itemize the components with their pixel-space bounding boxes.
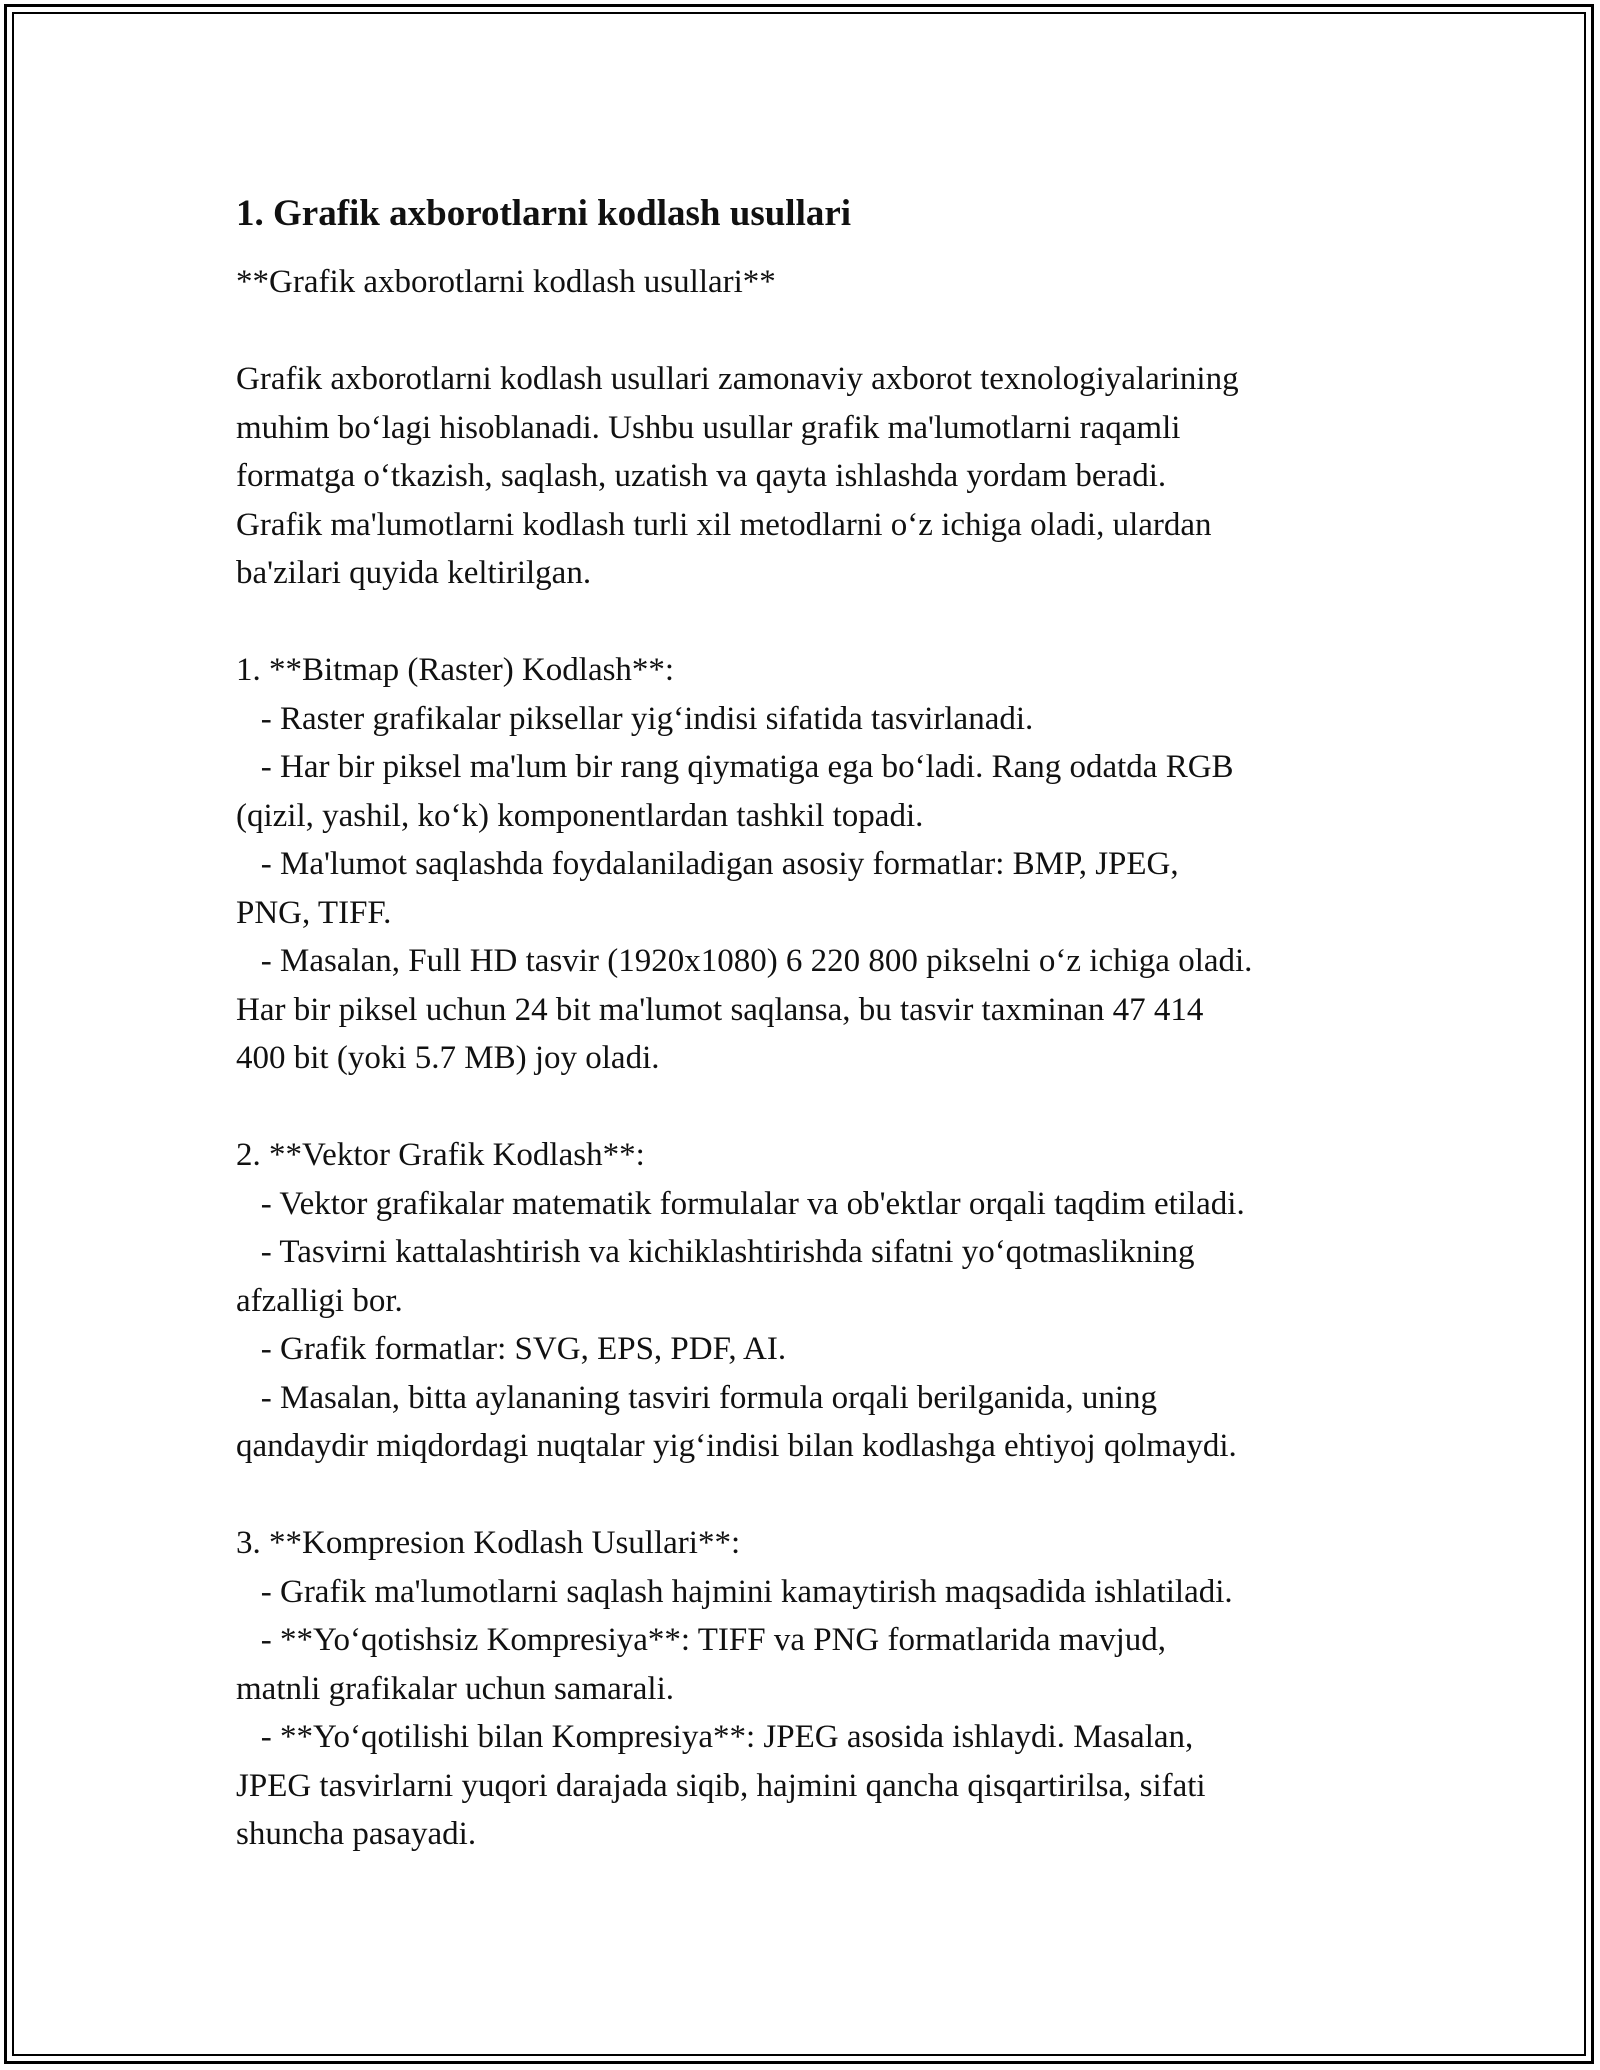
text-line: matnli grafikalar uchun samarali. [236, 1670, 674, 1707]
text-line: - Tasvirni kattalashtirish va kichiklashtirishda sifatni yo‘qotmaslikning [236, 1234, 1195, 1270]
text-line: ba'zilari quyida keltirilgan. [236, 555, 592, 591]
blank-line [236, 598, 1386, 647]
document-text [236, 258, 1386, 1859]
text-line: - Grafik formatlar: SVG, EPS, PDF, AI. [236, 1331, 787, 1367]
text-line: 2. **Vektor Grafik Kodlash**: [236, 1137, 645, 1173]
blank-line [236, 1471, 1386, 1520]
text-line: Har bir piksel uchun 24 bit ma'lumot saqlansa, bu tasvir taxminan 47 414 [236, 991, 1204, 1028]
blank-line [236, 307, 1386, 356]
document-heading: 1. Grafik axborotlarni kodlash usullari [236, 193, 852, 234]
text-line: qandaydir miqdordagi nuqtalar yig‘indisi bilan kodlashga ehtiyoj qolmaydi. [236, 1428, 1237, 1464]
text-line: Grafik axborotlarni kodlash usullari zamonaviy axborot texnologiyalarining [236, 361, 1239, 397]
text-line: muhim bo‘lagi hisoblanadi. Ushbu usullar grafik ma'lumotlarni raqamli [236, 409, 1181, 446]
document-body [236, 188, 1386, 1859]
text-line: 400 bit (yoki 5.7 MB) joy oladi. [236, 1040, 660, 1076]
text-line: - Har bir piksel ma'lum bir rang qiymatiga ega bo‘ladi. Rang odatda RGB [236, 749, 1234, 785]
text-line: - Masalan, bitta aylananing tasviri formula orqali berilganida, uning [236, 1379, 1157, 1416]
text-line: - **Yo‘qotishsiz Kompresiya**: TIFF va PNG formatlarida mavjud, [236, 1622, 1167, 1658]
text-line: shuncha pasayadi. [236, 1816, 477, 1852]
text-line: (qizil, yashil, ko‘k) komponentlardan tashkil topadi. [236, 797, 924, 834]
text-line: - Grafik ma'lumotlarni saqlash hajmini kamaytirish maqsadida ishlatiladi. [236, 1573, 1233, 1610]
text-line: formatga o‘tkazish, saqlash, uzatish va qayta ishlashda yordam beradi. [236, 458, 1167, 494]
blank-line [236, 1083, 1386, 1132]
text-line: PNG, TIFF. [236, 894, 392, 931]
text-line: Grafik ma'lumotlarni kodlash turli xil metodlarni o‘z ichiga oladi, ulardan [236, 506, 1212, 543]
text-line: - Vektor grafikalar matematik formulalar va ob'ektlar orqali taqdim etiladi. [236, 1185, 1245, 1222]
text-line: **Grafik axborotlarni kodlash usullari** [236, 264, 776, 300]
text-line: afzalligi bor. [236, 1282, 403, 1319]
text-line: 3. **Kompresion Kodlash Usullari**: [236, 1525, 741, 1561]
text-line: - Raster grafikalar piksellar yig‘indisi sifatida tasvirlanadi. [236, 700, 1034, 737]
text-line: - **Yo‘qotilishi bilan Kompresiya**: JPEG asosida ishlaydi. Masalan, [236, 1719, 1194, 1755]
text-line: 1. **Bitmap (Raster) Kodlash**: [236, 652, 675, 688]
text-line: JPEG tasvirlarni yuqori darajada siqib, hajmini qancha qisqartirilsa, sifati [236, 1767, 1206, 1804]
text-line: - Ma'lumot saqlashda foydalaniladigan asosiy formatlar: BMP, JPEG, [236, 846, 1179, 882]
text-line: - Masalan, Full HD tasvir (1920x1080) 6 220 800 pikselni o‘z ichiga oladi. [236, 943, 1253, 979]
